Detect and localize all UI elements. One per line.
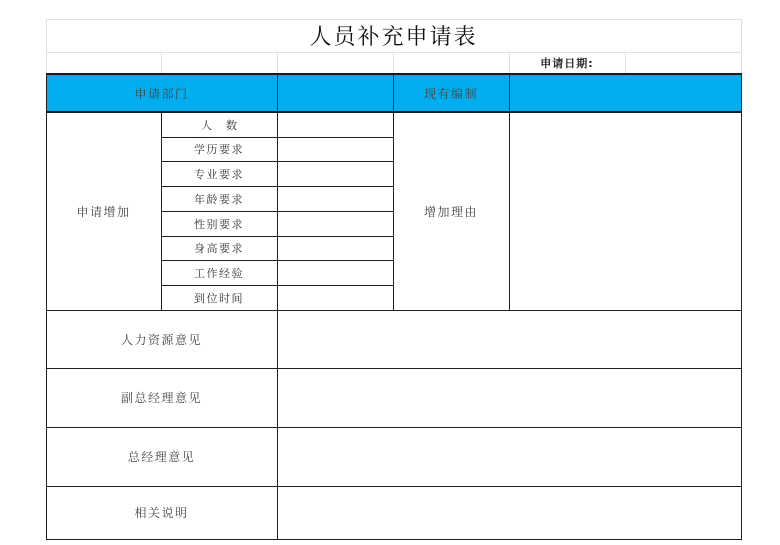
requirement-arrival-time-field[interactable] [277,285,393,310]
requirement-experience-field[interactable] [277,260,393,285]
gridline [741,19,742,74]
requirement-experience-label: 工作经验 [194,266,244,280]
requirement-age-label: 年龄要求 [194,192,244,206]
department-field[interactable] [277,74,393,112]
requirement-arrival-time-label: 到位时间 [194,291,244,305]
requirement-gender-label: 性别要求 [194,217,244,231]
application-date-field[interactable] [625,52,741,74]
increase-reason-field[interactable] [509,112,741,310]
requirement-major-field[interactable] [277,161,393,186]
gm-opinion-label: 总经理意见 [127,450,196,464]
table-border [46,539,742,540]
hr-opinion-label: 人力资源意见 [120,332,202,347]
deputy-gm-opinion-label: 副总经理意见 [120,391,202,405]
requirement-education-field[interactable] [277,137,393,161]
requirement-height-label: 身高要求 [194,242,244,255]
deputy-gm-opinion-field[interactable] [277,368,741,427]
gm-opinion-field[interactable] [277,427,741,486]
hr-opinion-field[interactable] [277,310,741,368]
current-staffing-label: 现有编制 [423,86,478,101]
increase-reason-label: 增加理由 [423,204,478,219]
requirement-headcount-field[interactable] [277,112,393,137]
related-notes-label: 相关说明 [134,506,189,520]
gridline [161,52,162,74]
requirement-gender-field[interactable] [277,211,393,236]
application-date-label: 申请日期: [540,57,594,70]
gridline [277,52,278,74]
table-border [741,73,742,540]
requirement-education-label: 学历要求 [194,143,244,156]
related-notes-field[interactable] [277,486,741,539]
gridline [393,52,394,74]
requirement-height-field[interactable] [277,236,393,260]
requirement-age-field[interactable] [277,186,393,211]
requirement-headcount-label: 人数 [201,118,251,132]
requirement-major-label: 专业要求 [194,167,244,181]
department-label: 申请部门 [134,86,189,101]
current-staffing-field[interactable] [509,74,741,112]
form-title: 人员补充申请表 [309,25,478,50]
increase-label: 申请增加 [76,204,131,219]
